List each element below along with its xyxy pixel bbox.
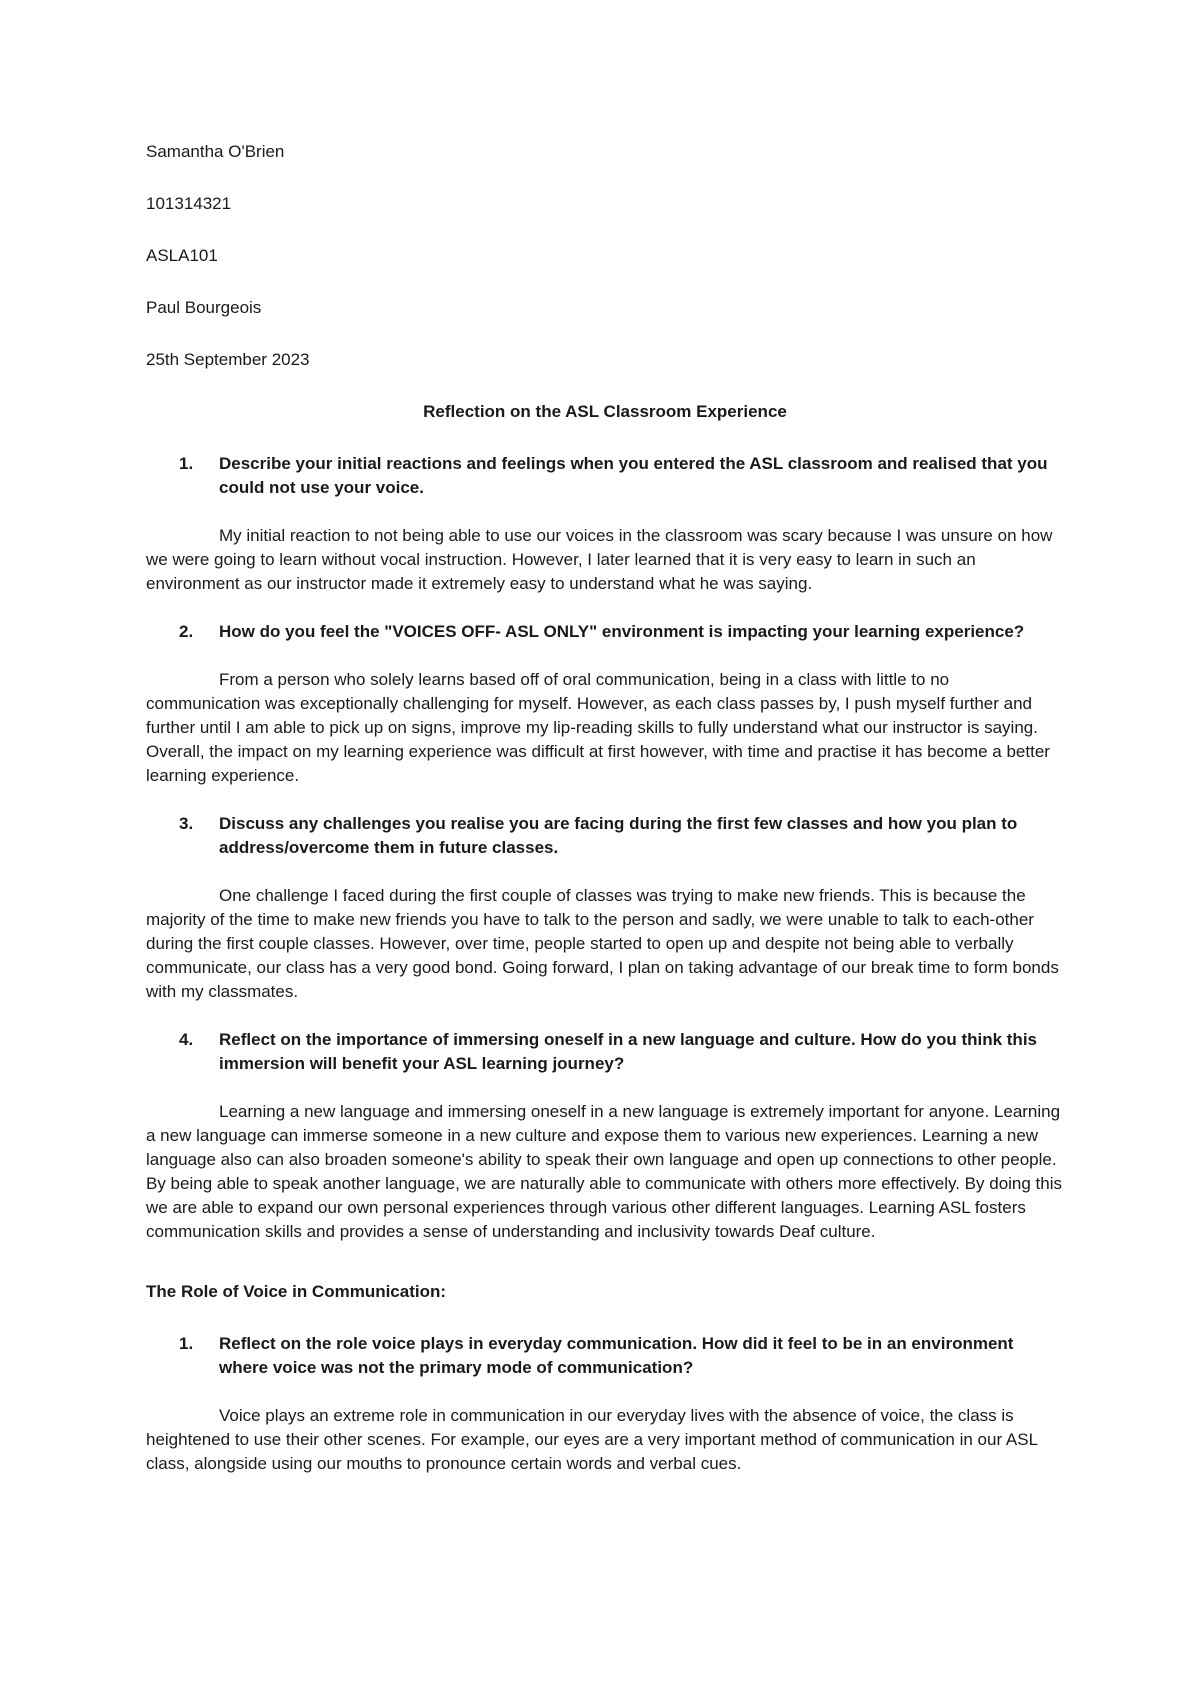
document-body — [146, 140, 1064, 1500]
question-number: 1. — [179, 454, 194, 473]
answer-paragraph: Voice plays an extreme role in communication in our everyday lives with the absence of voice, the class is heightened to use their other scenes. For example, our eyes are a very important method of communication in our ASL class, alongside using our mouths to pronounce certain words and verbal cues. — [146, 1406, 1038, 1473]
student-id: 101314321 — [146, 194, 232, 213]
question-text: How do you feel the "VOICES OFF- ASL ONLY" environment is impacting your learning experience? — [219, 622, 1025, 641]
answer-paragraph: One challenge I faced during the first couple of classes was trying to make new friends. This is because the majority of the time to make new friends you have to talk to the person and sadly, we were unable to talk to each-other during the first couple classes. However, over time, people started to open up and despite not being able to verbally communicate, our class has a very good bond. Going forward, I plan on taking advantage of our break time to form bonds with my classmates. — [146, 886, 1059, 1001]
answer-paragraph: My initial reaction to not being able to use our voices in the classroom was scary because I was unsure on how we were going to learn without vocal instruction. However, I later learned that it is very easy to learn in such an environment as our instructor made it extremely easy to understand what he was saying. — [146, 526, 1053, 593]
question-text: Discuss any challenges you realise you are facing during the first few classes and how you plan to address/overcome them in future classes. — [219, 814, 1018, 857]
question-item — [146, 812, 1064, 860]
question-number: 2. — [179, 622, 194, 641]
answer-paragraph: Learning a new language and immersing oneself in a new language is extremely important for anyone. Learning a new language can immerse someone in a new culture and expose them to various new experiences. Learning a new language also can also broaden someone's ability to speak their own language and open up connections to other people. By being able to speak another language, we are naturally able to communicate with others more effectively. By doing this we are able to expand our own personal experiences through various other different languages. Learning ASL fosters communication skills and provides a sense of understanding and inclusivity towards Deaf culture. — [146, 1102, 1063, 1241]
question-item — [146, 1028, 1064, 1076]
question-item — [146, 1332, 1064, 1380]
question-number: 3. — [179, 814, 194, 833]
question-text: Describe your initial reactions and feelings when you entered the ASL classroom and realised that you could not use your voice. — [219, 454, 1048, 497]
instructor-name: Paul Bourgeois — [146, 298, 262, 317]
question-number: 1. — [179, 1334, 194, 1353]
question-text: Reflect on the importance of immersing oneself in a new language and culture. How do you think this immersion will benefit your ASL learning journey? — [219, 1030, 1037, 1073]
section-heading: The Role of Voice in Communication: — [146, 1282, 447, 1301]
question-text: Reflect on the role voice plays in everyday communication. How did it feel to be in an environment where voice was not the primary mode of communication? — [219, 1334, 1014, 1377]
student-name: Samantha O'Brien — [146, 142, 285, 161]
answer-paragraph: From a person who solely learns based off of oral communication, being in a class with little to no communication was exceptionally challenging for myself. However, as each class passes by, I push myself further and further until I am able to pick up on signs, improve my lip-reading skills to fully understand what our instructor is saying. Overall, the impact on my learning experience was difficult at first however, with time and practise it has become a better learning experience. — [146, 670, 1050, 785]
question-item — [146, 620, 1064, 644]
question-item — [146, 452, 1064, 500]
submission-date: 25th September 2023 — [146, 350, 310, 369]
question-number: 4. — [179, 1030, 194, 1049]
course-code: ASLA101 — [146, 246, 218, 265]
document-title: Reflection on the ASL Classroom Experience — [423, 402, 787, 421]
